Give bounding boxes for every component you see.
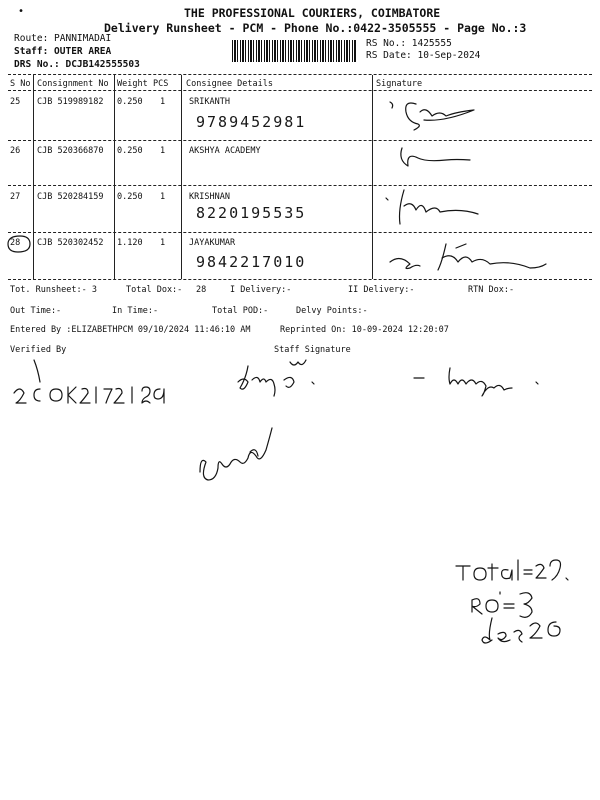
rtn-dox: RTN Dox:- xyxy=(468,285,515,295)
table-bottom-rule xyxy=(8,279,592,280)
col-divider xyxy=(181,75,182,279)
route-label: Route: PANNIMADAI xyxy=(14,33,112,44)
handwritten-right-note xyxy=(410,364,560,392)
row-pcs: 1 xyxy=(160,146,166,156)
staff-signature: Staff Signature xyxy=(274,345,351,355)
row-sno: 25 xyxy=(10,97,21,107)
signature-krishnan xyxy=(382,186,532,230)
col-weight: Weight xyxy=(117,79,148,89)
row-sno: 28 xyxy=(10,238,21,248)
drs-number: DRS No.: DCJB142555503 xyxy=(14,59,140,70)
table-top-rule xyxy=(8,74,592,75)
col-divider xyxy=(114,75,115,279)
row-weight: 1.120 xyxy=(117,238,143,248)
row-consignee: AKSHYA ACADEMY xyxy=(189,146,261,156)
runsheet-title: Delivery Runsheet - PCM - Phone No.:0422-3505555 - Page No.:3 xyxy=(104,21,527,35)
entered-by: Entered By :ELIZABETHPCM 09/10/2024 11:46:10 AM xyxy=(10,325,251,335)
handwritten-des xyxy=(480,614,570,648)
row-pcs: 1 xyxy=(160,97,166,107)
verified-by: Verified By xyxy=(10,345,67,355)
rs-date: RS Date: 10-Sep-2024 xyxy=(366,50,481,61)
signature-srikanth xyxy=(386,98,486,130)
row-consignment: CJB 520366870 xyxy=(37,146,104,156)
staff-label: Staff: OUTER AREA xyxy=(14,46,112,57)
row-consignee: JAYAKUMAR xyxy=(189,238,236,248)
handwritten-phone: 9842217010 xyxy=(196,253,307,271)
handwritten-phone: 9789452981 xyxy=(196,113,307,131)
header-bottom-rule xyxy=(8,90,592,91)
col-divider xyxy=(372,75,373,279)
delvy-points: Delvy Points:- xyxy=(296,306,368,316)
handwritten-cok-number xyxy=(10,383,190,405)
row-consignee: KRISHNAN xyxy=(189,192,230,202)
col-signature: Signature xyxy=(376,79,423,89)
in-time: In Time:- xyxy=(112,306,159,316)
total-pod: Total POD:- xyxy=(212,306,269,316)
row-weight: 0.250 xyxy=(117,146,143,156)
row-weight: 0.250 xyxy=(117,97,143,107)
handwritten-total xyxy=(452,556,572,586)
row-sno: 26 xyxy=(10,146,21,156)
row-consignment: CJB 519989182 xyxy=(37,97,104,107)
row-weight: 0.250 xyxy=(117,192,143,202)
row-separator xyxy=(8,232,592,233)
signature-jayakumar xyxy=(386,240,586,276)
row-separator xyxy=(8,140,592,141)
row-pcs: 1 xyxy=(160,192,166,202)
out-time: Out Time:- xyxy=(10,306,62,316)
total-dox-value: 28 xyxy=(196,285,207,295)
reprinted-on: Reprinted On: 10-09-2024 12:20:07 xyxy=(280,325,449,335)
col-divider xyxy=(33,75,34,279)
col-sno: S No xyxy=(10,79,31,89)
col-consignee: Consignee Details xyxy=(186,79,273,89)
row-consignment: CJB 520302452 xyxy=(37,238,104,248)
col-pcs: PCS xyxy=(153,79,169,89)
col-consignment: Consignment No xyxy=(37,79,109,89)
barcode xyxy=(232,40,356,62)
signature-akshya xyxy=(398,144,478,170)
i-delivery: I Delivery:- xyxy=(230,285,292,295)
tot-runsheet: Tot. Runsheet:- 3 xyxy=(10,285,97,295)
row-sno: 27 xyxy=(10,192,21,202)
handwritten-mid-note xyxy=(232,360,332,396)
row-consignee: SRIKANTH xyxy=(189,97,230,107)
rs-number: RS No.: 1425555 xyxy=(366,38,452,49)
total-dox-label: Total Dox:- xyxy=(126,285,183,295)
company-name: THE PROFESSIONAL COURIERS, COIMBATORE xyxy=(184,6,441,20)
row-consignment: CJB 520284159 xyxy=(37,192,104,202)
verified-tick xyxy=(30,356,50,386)
row-pcs: 1 xyxy=(160,238,166,248)
handwritten-scribble xyxy=(190,422,290,492)
handwritten-phone: 8220195535 xyxy=(196,204,307,222)
dot-mark: • xyxy=(18,6,25,17)
ii-delivery: II Delivery:- xyxy=(348,285,415,295)
